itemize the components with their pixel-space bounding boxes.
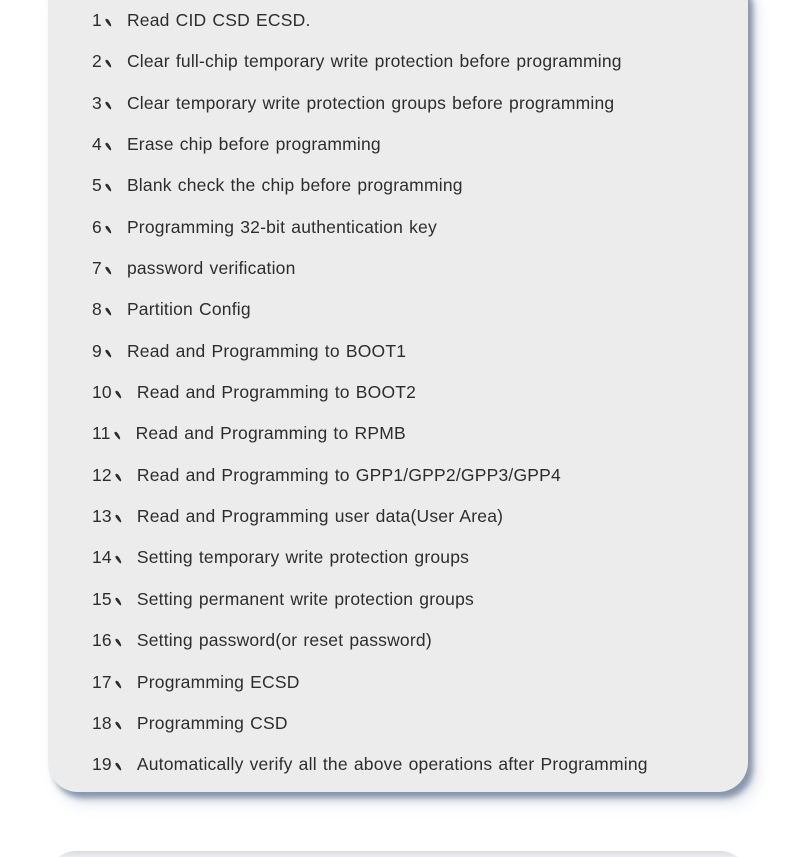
item-text: Setting permanent write protection groups [136, 588, 474, 609]
list-item [92, 248, 728, 289]
ideographic-comma-icon [104, 266, 116, 274]
ideographic-comma-icon [104, 183, 116, 191]
list-item [92, 0, 728, 41]
item-text: Programming CSD [136, 712, 288, 733]
item-text: Setting temporary write protection groups [136, 547, 470, 568]
item-number: 15 [92, 588, 112, 609]
ideographic-comma-icon [114, 597, 126, 605]
item-text: Setting password(or reset password) [136, 630, 432, 651]
list-item [92, 703, 728, 744]
ideographic-comma-icon [104, 307, 116, 315]
ideographic-comma-icon [114, 762, 126, 770]
operations-list [48, 0, 748, 786]
item-number: 9 [92, 340, 102, 361]
item-text: Automatically verify all the above operations after Programming [136, 754, 648, 775]
list-item [92, 744, 728, 785]
item-number: 14 [92, 547, 112, 568]
ideographic-comma-icon [104, 349, 116, 357]
item-number: 1 [92, 10, 102, 30]
ideographic-comma-icon [114, 638, 126, 646]
list-item [92, 124, 728, 165]
ideographic-comma-icon [114, 680, 126, 688]
ideographic-comma-icon [104, 59, 116, 67]
ideographic-comma-icon [114, 514, 126, 522]
list-item [92, 165, 728, 206]
item-text: password verification [126, 258, 296, 279]
list-item [92, 207, 728, 248]
list-item [92, 372, 728, 413]
list-item [92, 579, 728, 620]
list-item [92, 83, 728, 124]
next-card-top-edge [48, 851, 748, 857]
ideographic-comma-icon [114, 555, 126, 563]
list-item [92, 662, 728, 703]
item-text: Read and Programming to BOOT2 [136, 382, 417, 403]
list-item [92, 455, 728, 496]
item-text: Read and Programming to GPP1/GPP2/GPP3/GPP4 [136, 464, 561, 485]
list-item [92, 413, 728, 454]
item-number: 13 [92, 506, 112, 527]
list-item [92, 620, 728, 661]
item-number: 5 [92, 175, 102, 196]
operations-card [48, 0, 748, 792]
item-text: Clear full-chip temporary write protection before programming [126, 51, 622, 72]
item-text: Read CID CSD ECSD. [126, 10, 311, 30]
item-number: 2 [92, 51, 102, 72]
item-text: Read and Programming to RPMB [135, 423, 406, 444]
ideographic-comma-icon [113, 431, 125, 439]
item-text: Blank check the chip before programming [126, 175, 463, 196]
list-item [92, 537, 728, 578]
item-text: Clear temporary write protection groups before programming [126, 92, 615, 113]
item-number: 7 [92, 258, 102, 279]
item-number: 10 [92, 382, 112, 403]
ideographic-comma-icon [104, 225, 116, 233]
list-item [92, 41, 728, 82]
list-item [92, 289, 728, 330]
item-text: Read and Programming user data(User Area) [136, 506, 504, 527]
ideographic-comma-icon [104, 142, 116, 150]
item-number: 8 [92, 299, 102, 320]
item-number: 17 [92, 671, 112, 692]
item-number: 4 [92, 134, 102, 155]
ideographic-comma-icon [114, 473, 126, 481]
item-number: 6 [92, 216, 102, 237]
ideographic-comma-icon [104, 18, 116, 26]
list-item [92, 496, 728, 537]
item-text: Erase chip before programming [126, 134, 381, 155]
item-text: Programming ECSD [136, 671, 300, 692]
item-number: 19 [92, 754, 112, 775]
item-text: Read and Programming to BOOT1 [126, 340, 407, 361]
item-text: Partition Config [126, 299, 251, 320]
list-item [92, 331, 728, 372]
item-number: 12 [92, 464, 112, 485]
item-number: 16 [92, 630, 112, 651]
ideographic-comma-icon [104, 101, 116, 109]
item-text: Programming 32-bit authentication key [126, 216, 437, 237]
item-number: 3 [92, 92, 102, 113]
item-number: 11 [92, 423, 111, 444]
ideographic-comma-icon [114, 721, 126, 729]
ideographic-comma-icon [114, 390, 126, 398]
item-number: 18 [92, 712, 112, 733]
